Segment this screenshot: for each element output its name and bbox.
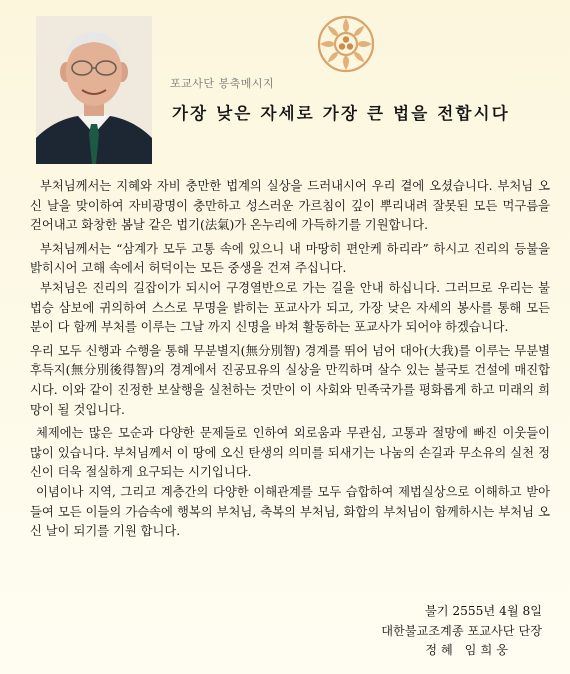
portrait-photo (36, 16, 152, 164)
paragraph-6: 이념이나 지역, 그리고 계층간의 다양한 이해관계를 모두 습합하여 제법실상으로 이해하고 받아들여 모든 이들의 가슴속에 행복의 부처님, 축복의 부처님, 화합의 부처님이 함께하시는 부처님 오신 날이 되기를 기원 합니다. (30, 484, 550, 539)
paragraph-3: 부처님은 진리의 길잡이가 되시어 구경열반으로 가는 길을 안내 하십니다. 그러므로 우리는 불법승 삼보에 귀의하여 스스로 무명을 밝히는 포교사가 되고, 가장 낮은 자세의 봉사를 통해 모든 분이 다 함께 부처를 이루는 그날 까지 신명을 바쳐 활동하는 포교사가 되어야 하겠습니다. (30, 280, 550, 335)
dharma-wheel-emblem-icon (316, 14, 376, 74)
page-title: 가장 낮은 자세로 가장 큰 법을 전합시다 (172, 104, 510, 123)
paragraph-2: 부처님께서는 “삼계가 모두 고통 속에 있으니 내 마땅히 편안케 하리라” 하시고 진리의 등불을 밝히시어 고해 속에서 허덕이는 모든 중생을 건져 주십니다. (30, 241, 550, 276)
message-body (30, 177, 550, 542)
paragraph-1: 부처님께서는 지혜와 자비 충만한 법계의 실상을 드러내시어 우리 곁에 오셨습니다. 부처님 오신 날을 맞이하여 자비광명이 충만하고 성스러운 가르침이 깊이 뿌리내려 잘못된 모든 먹구름을 걷어내고 화창한 봄날 같은 법기(法氣)가 온누리에 가득하기를 기원합니다. (30, 179, 550, 233)
signature-organization: 대한불교조계종 포교사단 단장 (381, 623, 542, 638)
signature-block (381, 602, 542, 661)
signature-name: 정혜 임희웅 (425, 643, 512, 657)
paragraph-4: 우리 모두 신행과 수행을 통해 무분별지(無分別智) 경계를 뛰어 넘어 대아(大我)를 이루는 무분별후득지(無分別後得智)의 경계에서 진공묘유의 실상을 만끽하며 살수 있는 불국토 건설에 매진합시다. 이와 같이 진정한 보살행을 실천하는 것만이 이 사회와 민족국가를 평화롭게 하고 미래의 희망이 될 것입니다. (30, 343, 550, 417)
message-subtitle: 포교사단 봉축메시지 (170, 77, 275, 90)
paragraph-5: 체제에는 많은 모순과 다양한 문제들로 인하여 외로움과 무관심, 고통과 절망에 빠진 이웃들이 많이 있습니다. 부처님께서 이 땅에 오신 탄생의 의미를 되새기는 나눔의 손길과 무소유의 실천 정신이 더욱 절실하게 요구되는 시기입니다. (30, 426, 550, 480)
portrait-icon (36, 16, 152, 164)
signature-date: 불기 2555년 4월 8일 (424, 604, 542, 618)
